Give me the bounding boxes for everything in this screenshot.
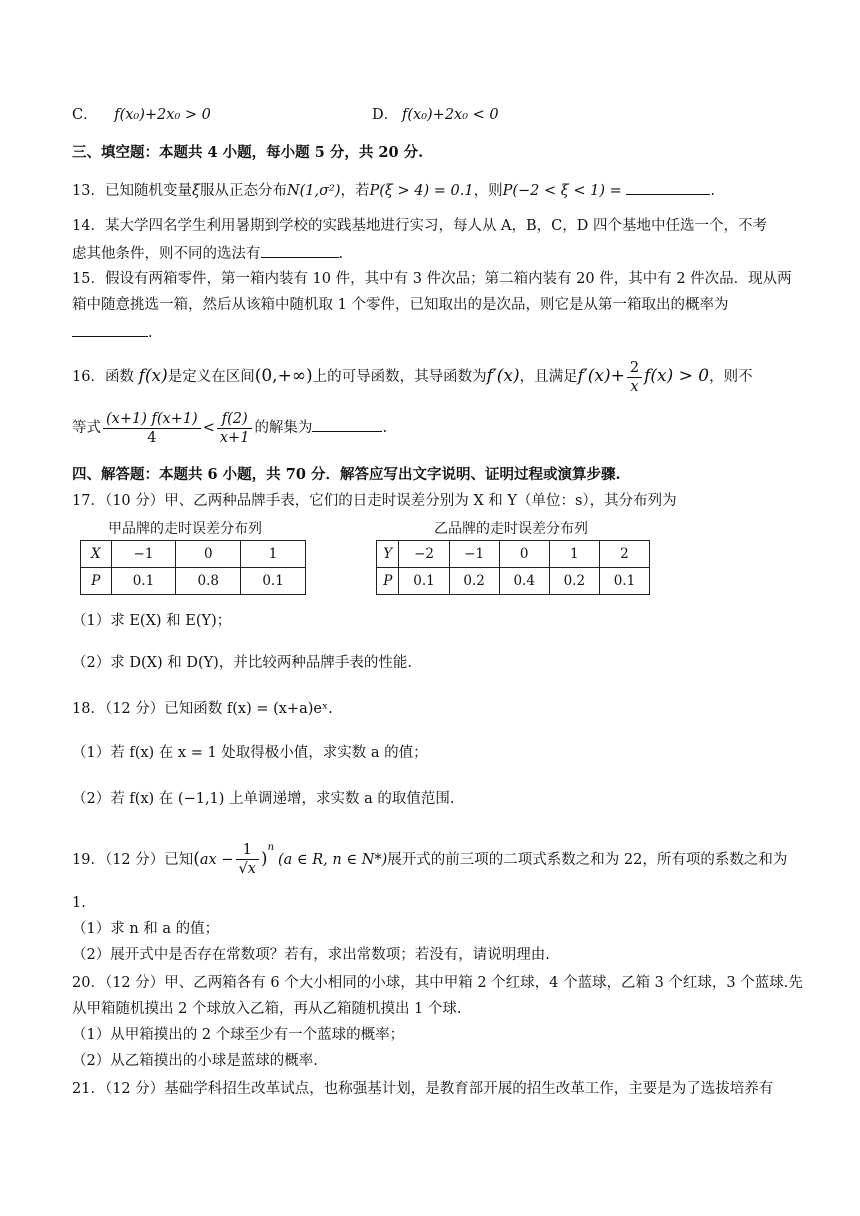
q16-lt: < <box>202 420 215 436</box>
q15-number: 15． <box>72 271 105 287</box>
table-b-header <box>377 541 650 568</box>
q13-var: ξ <box>191 183 200 199</box>
table-cell: P <box>81 568 112 595</box>
q14-number: 14． <box>72 218 105 234</box>
question-19 <box>72 834 792 882</box>
option-d-expr: f(x₀)+2x₀ < 0 <box>402 107 499 123</box>
q14-text: 某大学四名学生利用暑期到学校的实践基地进行实习，每人从 A，B，C，D 四个基地中任选一个，不考 <box>104 218 768 234</box>
q14-answer-blank[interactable] <box>261 241 339 258</box>
q18-part-2: （2）若 f(x) 在 (−1,1) 上单调递增，求实数 a 的取值范围. <box>72 791 455 807</box>
q17-part-1: （1）求 E(X) 和 E(Y)； <box>72 613 232 629</box>
q16-rhs-num: f(2) <box>217 410 253 429</box>
q13-text-b: 服从正态分布 <box>199 183 287 199</box>
q13-ask: P(−2 < ξ < 1) = <box>502 183 622 199</box>
q16-frac-num: 2 <box>627 359 642 378</box>
q16-lhs-num: (x+1) f(x+1) <box>103 410 201 429</box>
q16-fraction <box>627 359 642 396</box>
q19-close-paren: ) <box>260 848 268 869</box>
question-18 <box>72 698 792 720</box>
q13-end: . <box>710 183 715 199</box>
q16-text-4: ，且满足 <box>519 369 578 385</box>
q14-text-2: 虑其他条件，则不同的选法有 <box>72 246 261 262</box>
q16-f: f(x) <box>138 366 168 386</box>
question-16-line-2 <box>72 406 792 450</box>
q16-text-2: 是定义在区间 <box>167 369 255 385</box>
table-cell: Y <box>377 541 399 568</box>
table-cell: −1 <box>111 541 176 568</box>
q13-text: 已知随机变量 <box>104 183 192 199</box>
q18-text: （12 分）已知函数 f(x) = (x+a)eˣ. <box>104 701 333 717</box>
question-15-line-3 <box>72 320 792 344</box>
question-17 <box>72 490 792 512</box>
q18-number: 18． <box>72 701 105 717</box>
q13-cond: P(ξ > 4) = 0.1 <box>369 183 474 199</box>
q21-text: （12 分）基础学科招生改革试点，也称强基计划，是教育部开展的招生改革工作，主要是为了选拔培养有 <box>104 1081 774 1097</box>
q19-number: 19． <box>72 851 105 868</box>
q16-text: 函数 <box>104 369 134 385</box>
table-cell: −1 <box>449 541 499 568</box>
question-13 <box>72 178 792 202</box>
q16-text-3: 上的可导函数，其导函数为 <box>312 369 487 385</box>
q13-text-d: ，则 <box>473 183 503 199</box>
table-cell: −2 <box>399 541 449 568</box>
q16-lhs-den: 4 <box>147 429 157 446</box>
q16-ineq-left: f′(x)+ <box>577 366 625 386</box>
question-21 <box>72 1078 792 1100</box>
q15-answer-blank[interactable] <box>72 320 148 337</box>
table-b-row <box>377 568 650 595</box>
table-cell: 1 <box>241 541 306 568</box>
question-15-line-1 <box>72 268 792 290</box>
q13-text-c: ，若 <box>340 183 370 199</box>
option-c-label: C． <box>72 107 98 123</box>
table-a-caption: 甲品牌的走时误差分布列 <box>108 521 262 537</box>
q17-part-2: （2）求 D(X) 和 D(Y)，并比较两种品牌手表的性能. <box>72 655 412 671</box>
table-cell: 0 <box>176 541 241 568</box>
table-cell: 0.1 <box>241 568 306 595</box>
q19-line-2: 1. <box>72 895 86 911</box>
question-14-line-1 <box>72 215 792 237</box>
q16-rhs-den: x+1 <box>219 429 250 446</box>
q19-part-2: （2）展开式中是否存在常数项？若有，求出常数项；若没有，请说明理由. <box>72 947 550 963</box>
q13-answer-blank[interactable] <box>626 178 710 195</box>
table-a-header <box>81 541 306 568</box>
q19-text-2: 展开式的前三项的二项式系数之和为 22，所有项的系数之和为 <box>387 851 788 868</box>
table-cell: X <box>81 541 112 568</box>
q19-open-paren: ( <box>193 848 200 869</box>
table-cell: 0.1 <box>599 568 649 595</box>
table-a <box>80 540 306 595</box>
q16-end: . <box>382 420 388 436</box>
table-cell: 0.4 <box>499 568 549 595</box>
q20-part-2: （2）从乙箱摸出的小球是蓝球的概率. <box>72 1053 318 1069</box>
q19-part-1: （1）求 n 和 a 的值； <box>72 921 220 937</box>
q16-text-6: 等式 <box>72 420 101 436</box>
question-15-line-2 <box>72 294 792 316</box>
q16-answer-blank[interactable] <box>312 415 382 432</box>
table-cell: 1 <box>549 541 599 568</box>
q19-cond: (a ∈ R, n ∈ N*) <box>278 851 388 868</box>
q17-number: 17． <box>72 493 105 509</box>
q16-lhs-fraction <box>103 410 201 447</box>
question-20-line-2: 从甲箱随机摸出 2 个球放入乙箱，再从乙箱随机摸出 1 个球. <box>72 1001 462 1017</box>
q13-dist: N(1,σ²) <box>286 183 341 199</box>
q17-text: （10 分）甲、乙两种品牌手表，它们的日走时误差分别为 X 和 Y（单位：s），其分布列为 <box>104 493 677 509</box>
q16-interval: (0,+∞) <box>254 366 313 386</box>
q16-text-7: 的解集为 <box>254 420 313 436</box>
q15-end: . <box>148 325 153 341</box>
table-cell: 0.8 <box>176 568 241 595</box>
q19-power: n <box>267 842 275 853</box>
q13-number: 13． <box>72 183 105 199</box>
q15-text-2: 箱中随意挑选一箱，然后从该箱中随机取 1 个零件，已知取出的是次品，则它是从第一箱取出的概率为 <box>72 297 729 313</box>
q19-fraction <box>236 841 259 878</box>
q19-text: （12 分）已知 <box>104 851 194 868</box>
q19-frac-num: 1 <box>236 841 259 860</box>
table-cell: 0 <box>499 541 549 568</box>
q16-frac-den: x <box>630 378 639 395</box>
table-a-row <box>81 568 306 595</box>
q19-frac-den: √x <box>238 861 256 878</box>
option-c-expr: f(x₀)+2x₀ > 0 <box>114 107 211 123</box>
section-4-heading: 四、解答题：本题共 6 小题，共 70 分．解答应写出文字说明、证明过程或演算步骤. <box>72 466 621 483</box>
q18-part-1: （1）若 f(x) 在 x = 1 处取得极小值，求实数 a 的值； <box>72 745 428 761</box>
table-b-caption: 乙品牌的走时误差分布列 <box>434 521 588 537</box>
option-d-label: D． <box>372 107 399 123</box>
q20-number: 20． <box>72 975 105 991</box>
q15-text: 假设有两箱零件，第一箱内装有 10 件，其中有 3 件次品；第二箱内装有 20 件，其中有 2 件次品．现从两 <box>104 271 792 287</box>
table-cell: 2 <box>599 541 649 568</box>
q16-rhs-fraction <box>217 410 253 447</box>
table-cell: P <box>377 568 399 595</box>
q14-end: . <box>338 246 344 262</box>
q21-number: 21． <box>72 1081 105 1097</box>
table-b <box>376 540 650 595</box>
q16-ineq-right: f(x) > 0 <box>644 366 710 386</box>
table-cell: 0.1 <box>399 568 449 595</box>
option-row <box>72 104 792 126</box>
q16-text-5: ，则不 <box>709 369 753 385</box>
section-3-heading: 三、填空题：本题共 4 小题，每小题 5 分，共 20 分. <box>72 144 424 161</box>
question-20-line-1 <box>72 972 803 994</box>
table-cell: 0.2 <box>549 568 599 595</box>
q19-ax: ax − <box>199 851 234 868</box>
question-14-line-2 <box>72 241 792 265</box>
q20-text: （12 分）甲、乙两箱各有 6 个大小相同的小球，其中甲箱 2 个红球，4 个蓝球，乙箱 3 个红球，3 个蓝球.先 <box>104 975 803 991</box>
table-cell: 0.1 <box>111 568 176 595</box>
q16-number: 16． <box>72 369 105 385</box>
table-cell: 0.2 <box>449 568 499 595</box>
q16-fprime: f′(x) <box>486 366 520 386</box>
q20-part-1: （1）从甲箱摸出的 2 个球至少有一个蓝球的概率； <box>72 1027 405 1043</box>
question-16-line-1 <box>72 356 792 397</box>
